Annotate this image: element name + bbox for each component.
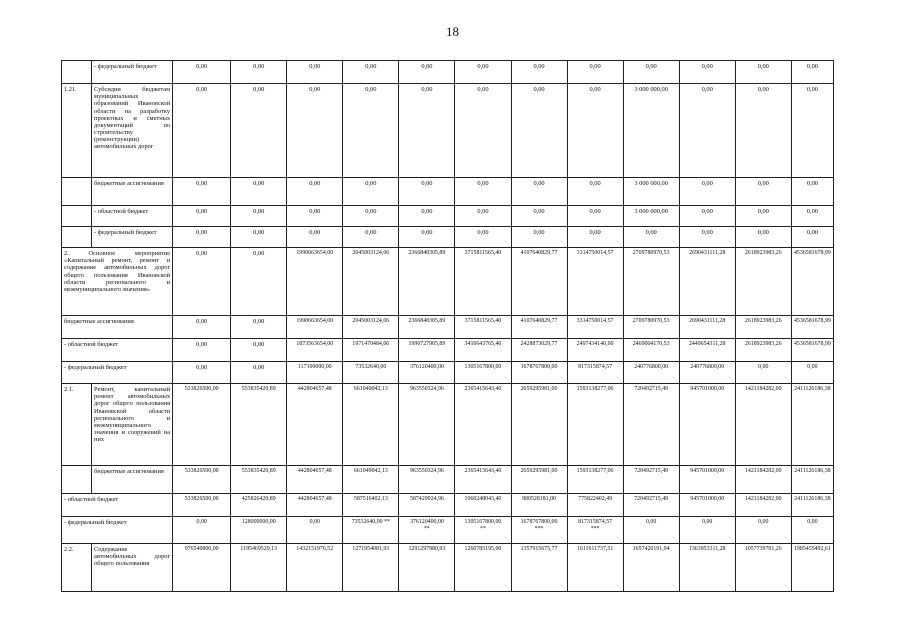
value-cell: 0,00 — [623, 61, 679, 84]
value-cell: 4536581678,99 — [791, 248, 833, 316]
value-cell: 661049042,13 — [343, 384, 399, 466]
value-cell: 0,00 — [287, 61, 343, 84]
value-cell: 2497434140,00 — [567, 339, 623, 362]
value-cell — [399, 517, 455, 544]
value-cell: 240776800,00 — [623, 362, 679, 384]
value-cell: 0,00 — [623, 227, 679, 248]
row-name: - федеральный бюджет — [62, 517, 173, 544]
page-number: 18 — [446, 24, 459, 39]
value-cell: 0,00 — [735, 178, 791, 206]
value-cell: 376120400,00 — [399, 362, 455, 384]
value-cell: 0,00 — [735, 227, 791, 248]
value-cell: 0,00 — [343, 227, 399, 248]
value-cell: 0,00 — [567, 84, 623, 178]
value-cell: 533826500,00 — [173, 384, 231, 466]
row-name: - областной бюджет — [62, 339, 173, 362]
value-cell: 2411126186,38 — [791, 384, 833, 466]
value-cell: 2045003124,06 — [343, 248, 399, 316]
value-cell: 0,00 — [343, 61, 399, 84]
value-cell: 2366848305,89 — [399, 316, 455, 339]
value-cell: 1593138277,06 — [567, 466, 623, 494]
value-cell: 128009000,00 — [231, 517, 287, 544]
value-cell: 442804657,48 — [287, 384, 343, 466]
value-cell: 1260785195,00 — [455, 544, 511, 592]
value-cell: 4536581678,99 — [791, 339, 833, 362]
value-cell: 0,00 — [399, 227, 455, 248]
value-cell: 1363953311,28 — [679, 544, 735, 592]
row-name: - областной бюджет — [62, 494, 173, 517]
value-cell: 0,00 — [567, 61, 623, 84]
value-cell: 0,00 — [511, 206, 567, 227]
row-number — [62, 466, 92, 494]
value-cell: 963550324,96 — [399, 466, 455, 494]
value-cell: 0,00 — [511, 227, 567, 248]
value-cell: 442804657,48 — [287, 494, 343, 517]
value-cell: 2618923983,26 — [735, 248, 791, 316]
value-cell: 0,00 — [173, 227, 231, 248]
value-cell: 0,00 — [735, 206, 791, 227]
value-cell: 720492715,49 — [623, 466, 679, 494]
value-cell: 0,00 — [399, 206, 455, 227]
value-cell: 0,00 — [287, 84, 343, 178]
value-cell: 442804657,48 — [287, 466, 343, 494]
value-cell: 0,00 — [343, 84, 399, 178]
value-cell: 2659295981,00 — [511, 466, 567, 494]
row-name: бюджетные ассигнования — [92, 178, 173, 206]
value-cell: 963550324,96 — [399, 384, 455, 466]
value-cell: 2690431111,28 — [679, 316, 735, 339]
value-cell: 3410643765,40 — [455, 339, 511, 362]
value-cell: 1271954081,93 — [343, 544, 399, 592]
row-number — [62, 206, 92, 227]
table-row — [62, 362, 834, 384]
value-cell: 0,00 — [173, 178, 231, 206]
row-number: 2.2. — [62, 544, 92, 592]
value-cell: 0,00 — [173, 339, 231, 362]
table-row — [62, 466, 834, 494]
table-row — [62, 227, 834, 248]
value-cell: 1432151976,52 — [287, 544, 343, 592]
value-cell: 775822402,49 — [567, 494, 623, 517]
value-cell: 0,00 — [791, 517, 833, 544]
value-cell: 0,00 — [173, 316, 231, 339]
row-number: 1.21. — [62, 84, 92, 178]
value-cell: 720492715,49 — [623, 384, 679, 466]
value-cell: 1421184282,00 — [735, 494, 791, 517]
row-name: Содержание автомобильных дорог общего пользования — [92, 544, 173, 592]
table-row — [62, 339, 834, 362]
value-cell: 0,00 — [173, 248, 231, 316]
value-cell: 0,00 — [679, 61, 735, 84]
value-text: 1305167800,00 — [464, 519, 502, 525]
value-cell: 0,00 — [567, 227, 623, 248]
value-cell: 0,00 — [791, 362, 833, 384]
value-cell: 1291297980,93 — [399, 544, 455, 592]
value-cell — [567, 517, 623, 544]
value-cell: 0,00 — [455, 84, 511, 178]
value-cell: 3 000 000,00 — [623, 178, 679, 206]
value-cell: 0,00 — [399, 178, 455, 206]
table-row — [62, 384, 834, 466]
value-cell: 2365415643,40 — [455, 384, 511, 466]
value-cell: 0,00 — [735, 517, 791, 544]
value-cell: 4536581678,99 — [791, 316, 833, 339]
value-cell: 0,00 — [399, 84, 455, 178]
value-cell: 2690431111,28 — [679, 248, 735, 316]
value-cell: 0,00 — [511, 84, 567, 178]
value-cell: 0,00 — [343, 206, 399, 227]
value-cell: 2366848305,89 — [399, 248, 455, 316]
value-cell: 0,00 — [679, 206, 735, 227]
row-name: бюджетные ассигнования — [62, 316, 173, 339]
value-cell: 2618923983,26 — [735, 316, 791, 339]
value-cell: 0,00 — [231, 248, 287, 316]
row-name: 2. Основное мероприятие «Капитальный ремонт, ремонт и содержание автомобильных дорог общего пользования Ивановской области регионального и межмуниципального значения» — [62, 248, 173, 316]
value-cell: 1421184282,00 — [735, 384, 791, 466]
value-cell: 4107640829,77 — [511, 316, 567, 339]
value-cell: 3715811565,40 — [455, 316, 511, 339]
value-cell: 3715811565,40 — [455, 248, 511, 316]
value-cell: 2709780970,53 — [623, 248, 679, 316]
value-cell: 0,00 — [173, 206, 231, 227]
row-name: Ремонт, капитальный ремонт автомобильных дорог общего пользования Ивановской области регионального и межмуниципального значения и сооружений на них — [92, 384, 173, 466]
value-cell: 0,00 — [511, 178, 567, 206]
table-row — [62, 84, 834, 178]
row-number — [62, 61, 92, 84]
value-cell: 2659295981,00 — [511, 384, 567, 466]
value-cell: 2469004170,53 — [623, 339, 679, 362]
footnote-mark: ** — [480, 525, 486, 532]
value-cell: 0,00 — [455, 227, 511, 248]
value-cell: 0,00 — [679, 178, 735, 206]
value-cell: 0,00 — [231, 206, 287, 227]
value-cell: 1657420191,94 — [623, 544, 679, 592]
value-cell: 0,00 — [735, 362, 791, 384]
table-row — [62, 494, 834, 517]
value-cell: 240776800,00 — [679, 362, 735, 384]
value-cell: 1971470484,06 — [343, 339, 399, 362]
value-cell: 73532640,00 ** — [343, 517, 399, 544]
value-cell: 0,00 — [791, 178, 833, 206]
value-cell: 425826420,89 — [231, 494, 287, 517]
table-row — [62, 316, 834, 339]
value-cell: 0,00 — [735, 84, 791, 178]
value-cell: 0,00 — [173, 61, 231, 84]
value-cell: 0,00 — [679, 84, 735, 178]
value-cell: 1990663654,00 — [287, 316, 343, 339]
value-cell: 0,00 — [231, 227, 287, 248]
value-cell: 2449654311,28 — [679, 339, 735, 362]
value-cell: 1990663654,00 — [287, 248, 343, 316]
value-cell: 0,00 — [791, 227, 833, 248]
value-cell: 1195469529,13 — [231, 544, 287, 592]
value-cell: 0,00 — [455, 206, 511, 227]
value-cell: 720492715,49 — [623, 494, 679, 517]
value-cell — [511, 517, 567, 544]
value-cell: 0,00 — [287, 227, 343, 248]
row-name: - областной бюджет — [92, 206, 173, 227]
value-cell: 0,00 — [231, 339, 287, 362]
value-cell: 0,00 — [455, 61, 511, 84]
value-cell: 587429924,96 — [399, 494, 455, 517]
value-text: 376120400,00 — [409, 519, 444, 525]
value-cell: 553835420,89 — [231, 384, 287, 466]
value-cell: 0,00 — [231, 84, 287, 178]
value-text: 817315874,57 — [578, 519, 613, 525]
value-cell: 533826500,00 — [173, 466, 231, 494]
value-cell: 117100000,00 — [287, 362, 343, 384]
value-cell: 0,00 — [511, 61, 567, 84]
value-cell: 0,00 — [287, 178, 343, 206]
value-cell: 0,00 — [231, 178, 287, 206]
value-cell: 0,00 — [399, 61, 455, 84]
row-name: бюджетные ассигнования — [92, 466, 173, 494]
value-cell — [455, 517, 511, 544]
value-cell: 1873563654,00 — [287, 339, 343, 362]
value-cell: 2411126186,38 — [791, 466, 833, 494]
table-row — [62, 61, 834, 84]
value-cell: 1057739701,26 — [735, 544, 791, 592]
value-cell: 2428873029,77 — [511, 339, 567, 362]
value-cell: 0,00 — [567, 178, 623, 206]
footnote-mark: *** — [534, 525, 544, 532]
value-cell: 945701000,00 — [679, 384, 735, 466]
table-row — [62, 544, 834, 592]
value-cell: 533826500,00 — [173, 494, 231, 517]
value-cell: 980528181,00 — [511, 494, 567, 517]
value-cell: 0,00 — [791, 206, 833, 227]
value-text: 1678767800,00 — [520, 519, 558, 525]
value-cell: 1357915675,77 — [511, 544, 567, 592]
value-cell: 0,00 — [287, 206, 343, 227]
row-name: - федеральный бюджет — [92, 227, 173, 248]
budget-table — [61, 60, 834, 592]
value-cell: 0,00 — [623, 517, 679, 544]
value-cell: 0,00 — [231, 316, 287, 339]
value-cell: 2411126186,38 — [791, 494, 833, 517]
table-row — [62, 248, 834, 316]
value-cell: 1611611737,51 — [567, 544, 623, 592]
value-cell: 1593138277,06 — [567, 384, 623, 466]
value-cell: 3314750014,57 — [567, 248, 623, 316]
value-cell: 1421184282,00 — [735, 466, 791, 494]
table-row — [62, 206, 834, 227]
value-cell: 73532640,00 — [343, 362, 399, 384]
value-cell: 1990727905,89 — [399, 339, 455, 362]
value-cell: 1678767800,00 — [511, 362, 567, 384]
row-name: - федеральный бюджет — [92, 61, 173, 84]
value-cell: 1060248043,40 — [455, 494, 511, 517]
value-cell: 0,00 — [173, 84, 231, 178]
value-cell: 661049042,13 — [343, 466, 399, 494]
value-cell: 1985455492,61 — [791, 544, 833, 592]
value-cell: 945701000,00 — [679, 466, 735, 494]
value-cell: 0,00 — [173, 362, 231, 384]
value-cell: 2618923983,26 — [735, 339, 791, 362]
table-row — [62, 178, 834, 206]
value-cell: 2709780970,53 — [623, 316, 679, 339]
value-cell: 0,00 — [231, 61, 287, 84]
footnote-mark: ** — [424, 525, 430, 532]
value-cell: 976540800,00 — [173, 544, 231, 592]
value-cell: 0,00 — [455, 178, 511, 206]
value-cell: 0,00 — [567, 206, 623, 227]
value-cell: 4107640829,77 — [511, 248, 567, 316]
value-cell: 0,00 — [791, 84, 833, 178]
value-cell: 0,00 — [343, 178, 399, 206]
row-number: 2.1. — [62, 384, 92, 466]
value-cell: 587516402,13 — [343, 494, 399, 517]
value-cell: 945701000,00 — [679, 494, 735, 517]
value-cell: 0,00 — [231, 362, 287, 384]
value-cell: 0,00 — [679, 517, 735, 544]
value-cell: 2365415643,40 — [455, 466, 511, 494]
value-cell: 1305167800,00 — [455, 362, 511, 384]
value-cell: 0,00 — [287, 517, 343, 544]
value-cell: 0,00 — [679, 227, 735, 248]
value-cell: 817315874,57 — [567, 362, 623, 384]
footnote-mark: *** — [590, 525, 600, 532]
value-cell: 553835420,89 — [231, 466, 287, 494]
value-cell: 0,00 — [173, 517, 231, 544]
row-name: - федеральный бюджет — [62, 362, 173, 384]
value-cell: 0,00 — [735, 61, 791, 84]
table-row — [62, 517, 834, 544]
row-name: Субсидии бюджетам муниципальных образований Ивановской области на разработку проектных и сметных документаций по строительству (реконструкции) автомобильных дорог — [92, 84, 173, 178]
value-cell: 3 000 000,00 — [623, 206, 679, 227]
value-cell: 3314750014,57 — [567, 316, 623, 339]
value-cell: 0,00 — [791, 61, 833, 84]
value-cell: 3 000 000,00 — [623, 84, 679, 178]
row-number — [62, 178, 92, 206]
value-cell: 2045003124,06 — [343, 316, 399, 339]
row-number — [62, 227, 92, 248]
